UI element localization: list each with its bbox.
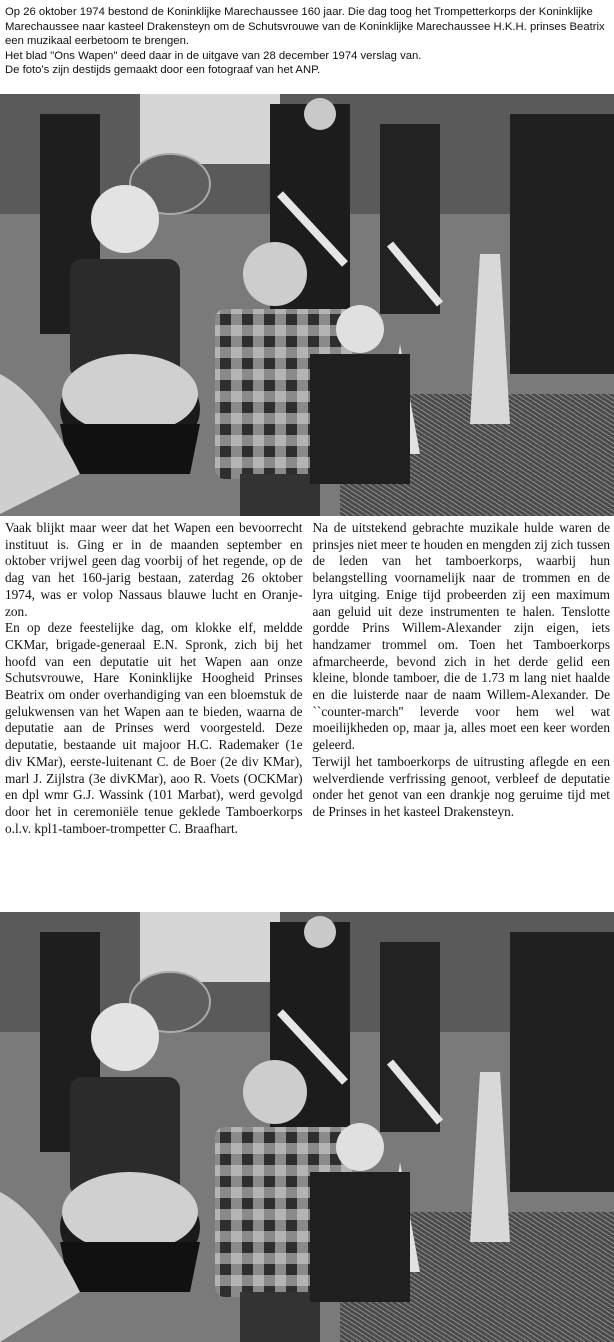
article-paragraph: Terwijl het tamboerkorps de uitrusting aflegde en een welverdiende verfrissing genoot, verbleef de deputatie onder het genot van een drankje nog geruime tijd met de Prinses in het kasteel Drakensteyn. (312, 753, 610, 819)
article-paragraph: Vaak blijkt maar weer dat het Wapen een bevoorrecht instituut is. Ging er in de maanden september en oktober vrijwel geen dag voorbij of het regende, op de dag van het 160-jarig bestaan, zaterdag 26 oktober 1974, was er volop Nassaus blauwe lucht en Oranje-zon. (5, 520, 303, 619)
article-paragraph: En op deze feestelijke dag, om klokke elf, meldde CKMar, brigade-generaal E.N. Spronk, zich bij het hoofd van een deputatie uit het Wapen aan onze Schutsvrouwe, Hare Koninklijke Hoogheid Prinses Beatrix om onder overhandiging van een bloemstuk de gelukwensen van het Wapen aan te bieden, waarna de deputatie aan de Prinses werd voorgesteld. Deze deputatie, bestaande uit majoor H.C. Rademaker (1e div KMar), eerste-luitenant C. de Boer (2e div KMar), marl J. Zijlstra (3e divKMar), aoo R. Voets (OCKMar) en dpl wmr G.J. Wassink (101 Marbat), werd gevolgd door het in ceremoniële tenue geklede Tamboerkorps o.l.v. kpl1-tamboer-trompetter C. Braafhart. (5, 620, 303, 836)
article-column-left (5, 520, 303, 908)
intro-text (5, 5, 610, 78)
photo-bottom (0, 912, 614, 1342)
article-paragraph: Na de uitstekend gebrachte muzikale hulde waren de prinsjes niet meer te houden en mengden zij zich tussen de leden van het tamboerkorps, waarbij hun belangstelling voornamelijk naar de trommen en de lyra uitging. Enige tijd probeerden zij een maximum aan geluid uit deze instrumenten te halen. Tenslotte gordde Prins Willem-Alexander zijn eigen, iets handzamer trommel om. Toen het Tamboerkorps afmarcheerde, bevond zich in het derde gelid een kleine, blonde tamboer, die de 1.73 m lang niet haalde en die luisterde naar de naam Willem-Alexander. De ``counter-march'' leverde voor hem wel wat moeilijkheden op, maar ja, alles moet een keer worden geleerd. (312, 520, 610, 753)
intro-line-3: De foto's zijn destijds gemaakt door een fotograaf van het ANP. (5, 64, 321, 77)
article-body (5, 520, 610, 908)
photo-top (0, 94, 614, 516)
intro-line-2: Het blad "Ons Wapen" deed daar in de uitgave van 28 december 1974 verslag van. (5, 49, 422, 62)
article-column-right (313, 520, 611, 908)
intro-line-1: Op 26 oktober 1974 bestond de Koninklijke Marechaussee 160 jaar. Die dag toog het Trompetterkorps der Koninklijke Marechaussee naar kasteel Drakensteyn om de Schutsvrouwe van de Koninklijke Marechaussee H.K.H. prinses Beatrix een muzikaal eerbetoom te brengen. (5, 6, 605, 48)
